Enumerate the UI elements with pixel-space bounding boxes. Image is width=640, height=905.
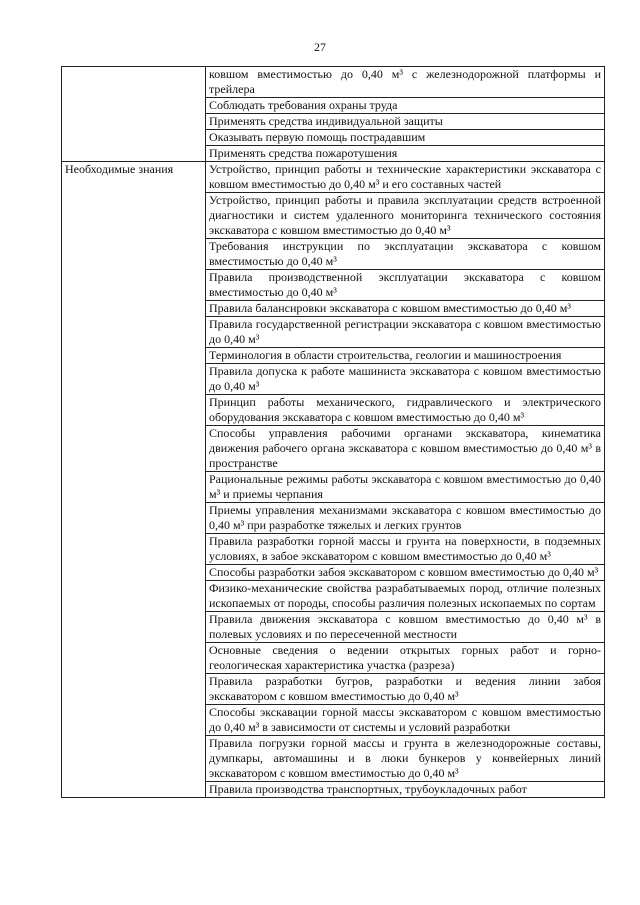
requirement-cell: ковшом вместимостью до 0,40 м³ с железнодорожной платформы и трейлера — [206, 67, 605, 98]
requirement-cell: Правила движения экскаватора с ковшом вместимостью до 0,40 м³ в полевых условиях и по пересеченной местности — [206, 612, 605, 643]
table-body — [62, 67, 605, 798]
section-label: Необходимые знания — [65, 162, 174, 176]
section-label-cell — [62, 162, 206, 798]
requirement-cell: Рациональные режимы работы экскаватора с ковшом вместимостью до 0,40 м³ и приемы черпания — [206, 472, 605, 503]
requirement-cell: Принцип работы механического, гидравлического и электрического оборудования экскаватора с ковшом вместимостью до 0,40 м³ — [206, 395, 605, 426]
section-label-cell-empty — [62, 67, 206, 162]
requirement-cell: Правила балансировки экскаватора с ковшом вместимостью до 0,40 м³ — [206, 301, 605, 317]
requirement-cell: Правила погрузки горной массы и грунта в железнодорожные составы, думпкары, автомашины и в люки бункеров у конвейерных линий экскаватором с ковшом вместимостью до 0,40 м³ — [206, 736, 605, 782]
requirement-cell: Устройство, принцип работы и правила эксплуатации средств встроенной диагностики и систем удаленного мониторинга технического состояния экскаватора с ковшом вместимостью до 0,40 м³ — [206, 193, 605, 239]
requirement-cell: Способы управления рабочими органами экскаватора, кинематика движения рабочего органа экскаватора с ковшом вместимостью до 0,40 м³ в пространстве — [206, 426, 605, 472]
page-number: 27 — [314, 40, 326, 54]
requirement-cell: Правила разработки бугров, разработки и ведения линии забоя экскаватором с ковшом вместимостью до 0,40 м³ — [206, 674, 605, 705]
requirement-cell: Применять средства индивидуальной защиты — [206, 114, 605, 130]
requirement-cell: Правила разработки горной массы и грунта на поверхности, в подземных условиях, в забое экскаватором с ковшом вместимостью до 0,40 м³ — [206, 534, 605, 565]
requirement-cell: Правила производства транспортных, трубоукладочных работ — [206, 782, 605, 798]
requirement-cell: Оказывать первую помощь пострадавшим — [206, 130, 605, 146]
requirement-cell: Терминология в области строительства, геологии и машиностроения — [206, 348, 605, 364]
requirement-cell: Основные сведения о ведении открытых горных работ и горно-геологическая характеристика участка (разреза) — [206, 643, 605, 674]
table-row — [62, 162, 605, 193]
requirement-cell: Правила государственной регистрации экскаватора с ковшом вместимостью до 0,40 м³ — [206, 317, 605, 348]
requirement-cell: Требования инструкции по эксплуатации экскаватора с ковшом вместимостью до 0,40 м³ — [206, 239, 605, 270]
requirement-cell: Применять средства пожаротушения — [206, 146, 605, 162]
requirement-cell: Приемы управления механизмами экскаватора с ковшом вместимостью до 0,40 м³ при разработке тяжелых и легких грунтов — [206, 503, 605, 534]
requirement-cell: Устройство, принцип работы и технические характеристики экскаватора с ковшом вместимостью до 0,40 м³ и его составных частей — [206, 162, 605, 193]
requirement-cell: Физико-механические свойства разрабатываемых пород, отличие полезных ископаемых от породы, способы различия полезных ископаемых по сортам — [206, 581, 605, 612]
requirement-cell: Соблюдать требования охраны труда — [206, 98, 605, 114]
requirement-cell: Правила производственной эксплуатации экскаватора с ковшом вместимостью до 0,40 м³ — [206, 270, 605, 301]
competency-table — [61, 66, 605, 798]
requirement-cell: Способы экскавации горной массы экскаватором с ковшом вместимостью до 0,40 м³ в зависимости от системы и условий разработки — [206, 705, 605, 736]
requirement-cell: Правила допуска к работе машиниста экскаватора с ковшом вместимостью до 0,40 м³ — [206, 364, 605, 395]
table-row — [62, 67, 605, 98]
requirement-cell: Способы разработки забоя экскаватором с ковшом вместимостью до 0,40 м³ — [206, 565, 605, 581]
